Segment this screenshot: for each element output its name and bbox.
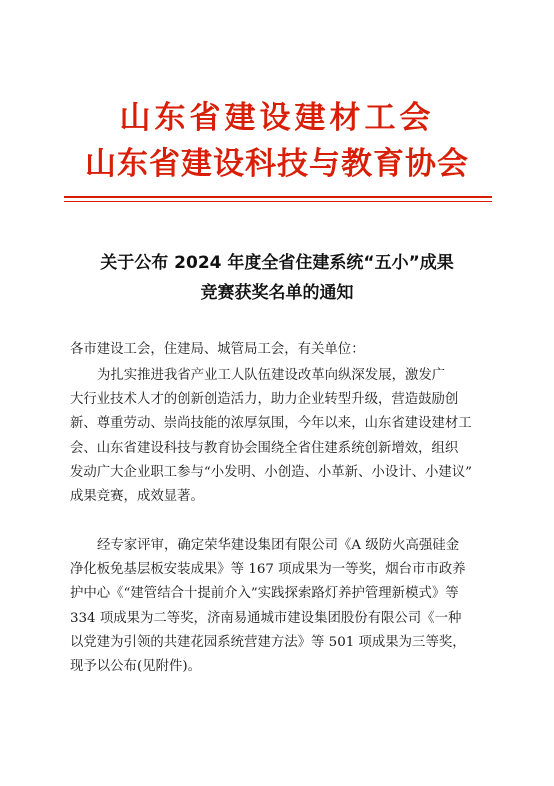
salutation: 各市建设工会，住建局、城管局工会，有关单位： xyxy=(70,342,365,357)
issuer-name-2: 山东省建设科技与教育协会 xyxy=(85,146,469,182)
paragraph-line: 会、山东省建设科技与教育协会围绕全省住建系统创新增效，组织 xyxy=(70,440,459,456)
paragraph-line: 成果竞赛，成效显著。 xyxy=(70,488,204,504)
paragraph-line: 以党建为引领的共建花园系统营建方法》等 501 项成果为三等奖， xyxy=(70,634,466,650)
notice-title-line-2: 竞赛获奖名单的通知 xyxy=(200,283,354,303)
paragraph-line: 净化板免基层板安装成果》等 167 项成果为一等奖，烟台市市政养 xyxy=(70,562,466,578)
paragraph-line: 大行业技术人才的创新创造活力，助力企业转型升级，营造鼓励创 xyxy=(70,392,459,408)
paragraph-2 xyxy=(70,534,490,679)
paragraph-line: 经专家评审，确定荣华建设集团有限公司《A 级防火高强硅金 xyxy=(97,538,460,553)
paragraph-line: 发动广大企业职工参与“小发明、小创造、小革新、小设计、小建议” xyxy=(70,464,473,480)
paragraph-line: 现予以公布(见附件)。 xyxy=(70,658,201,674)
header-divider-thin xyxy=(64,201,492,202)
paragraph-1 xyxy=(70,364,490,509)
issuer-name-1: 山东省建设建材工会 xyxy=(119,100,435,136)
paragraph-line: 新、尊重劳动、崇尚技能的浓厚氛围，今年以来，山东省建设建材工 xyxy=(70,416,472,432)
notice-title-line-1: 关于公布 2024 年度全省住建系统“五小”成果 xyxy=(100,253,454,273)
paragraph-line: 334 项成果为二等奖，济南易通城市建设集团股份有限公司《一种 xyxy=(70,610,462,626)
salutation-block xyxy=(70,338,490,362)
paragraph-line: 护中心《“建管结合十提前介入”实践探索路灯养护管理新模式》等 xyxy=(70,586,459,602)
paragraph-line: 为扎实推进我省产业工人队伍建设改革向纵深发展，激发广 xyxy=(97,368,446,383)
header-divider-thick xyxy=(64,196,492,198)
